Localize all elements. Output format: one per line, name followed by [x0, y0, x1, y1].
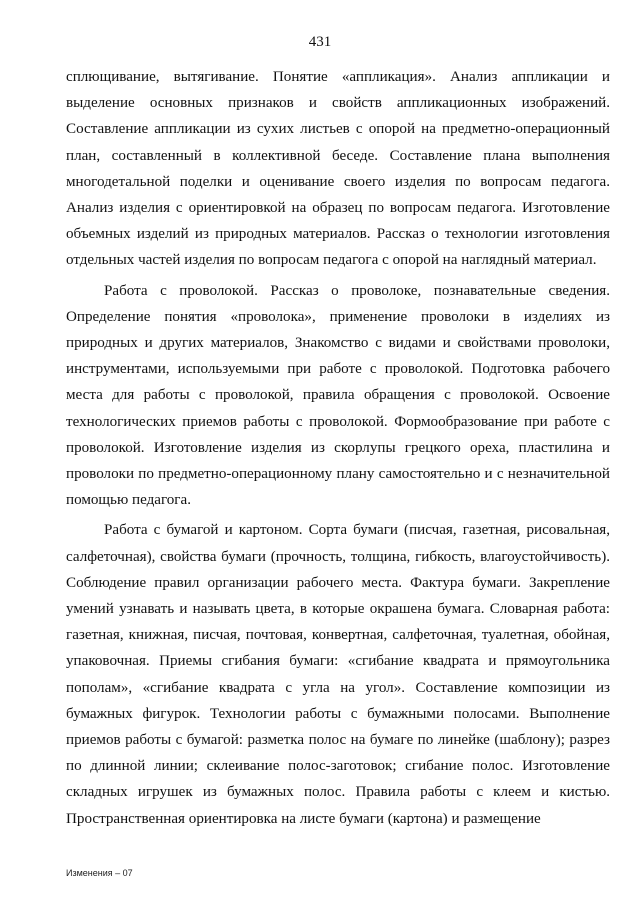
- paragraph-wire-work: Работа с проволокой. Рассказ о проволоке, познавательные сведения. Определение понятия «проволока», применение проволоки в изделиях из природных и других материалов, Знакомство с видами и свойствами проволоки, инструментами, используемыми при работе с проволокой. Подготовка рабочего места для работы с проволокой, правила обращения с проволокой. Освоение технологических приемов работы с проволокой. Формообразование при работе с проволокой. Изготовление изделия из скорлупы грецкого ореха, пластилина и проволоки по предметно-операционному плану самостоятельно и с незначительной помощью педагога.: [66, 282, 610, 509]
- paragraph-paper-work: Работа с бумагой и картоном. Сорта бумаги (писчая, газетная, рисовальная, салфеточная), свойства бумаги (прочность, толщина, гибкость, влагоустойчивость). Соблюдение правил организации рабочего места. Фактура бумаги. Закрепление умений узнавать и называть цвета, в которые окрашена бумага. Словарная работа: газетная, книжная, писчая, почтовая, конвертная, салфеточная, туалетная, обойная, упаковочная. Приемы сгибания бумаги: «сгибание квадрата и прямоугольника пополам», «сгибание квадрата с угла на угол». Составление композиции из бумажных фигурок. Технологии работы с бумажными полосами. Выполнение приемов работы с бумагой: разметка полос на бумаге по линейке (шаблону); разрез по длинной линии; склеивание полос-заготовок; сгибание полос. Изготовление складных игрушек из бумажных полос. Правила работы с клеем и кистью. Пространственная ориентировка на листе бумаги (картона) и размещение: [66, 522, 610, 827]
- revision-footer: Изменения – 07: [66, 868, 133, 878]
- page-number: 431: [308, 34, 332, 50]
- document-body: [66, 64, 610, 832]
- paragraph-applique: сплющивание, вытягивание. Понятие «аппликация». Анализ аппликации и выделение основных признаков и свойств аппликационных изображений. Составление аппликации из сухих листьев с опорой на предметно-операционный план, составленный в коллективной беседе. Составление плана выполнения многодетальной поделки и оценивание своего изделия по вопросам педагога. Анализ изделия с ориентировкой на образец по вопросам педагога. Изготовление объемных изделий из природных материалов. Рассказ о технологии изготовления отдельных частей изделия по вопросам педагога с опорой на наглядный материал.: [66, 69, 610, 269]
